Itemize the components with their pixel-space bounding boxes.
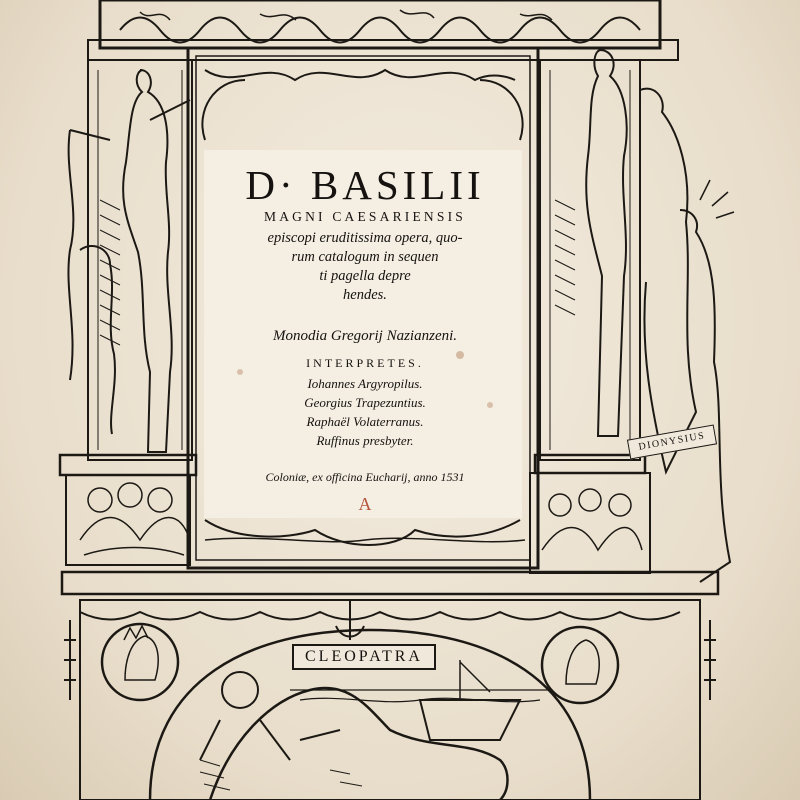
dionysius-label: DIONYSIUS [627, 425, 717, 460]
monodia: Monodia Gregorij Nazianzeni. [272, 328, 458, 344]
lower-frieze [62, 572, 718, 800]
description-line-1: episcopi eruditissima opera, quo- [267, 230, 463, 246]
right-pillar [530, 50, 734, 582]
interpretes-heading: INTERPRETES. [306, 356, 424, 370]
description-line-3: ti pagella depre [319, 268, 411, 284]
subtitle-caps: MAGNI CAESARIENSIS [264, 209, 466, 224]
colophon: Coloniæ, ex officina Eucharij, anno 1531 [265, 470, 465, 484]
interpres-4: Ruffinus presbyter. [316, 433, 414, 448]
title-cartouche [205, 150, 525, 525]
interpres-2: Georgius Trapezuntius. [304, 395, 426, 410]
top-frieze [88, 0, 678, 60]
title: D· BASILII [245, 162, 485, 208]
description-line-2: rum catalogum in sequen [291, 249, 439, 265]
cleopatra-label: CLEOPATRA [292, 644, 436, 670]
signature-mark: A [358, 494, 372, 514]
left-pillar [60, 60, 196, 565]
interpres-1: Iohannes Argyropilus. [307, 376, 423, 391]
interpres-3: Raphaël Volaterranus. [306, 414, 424, 429]
description-line-4: hendes. [343, 287, 387, 303]
